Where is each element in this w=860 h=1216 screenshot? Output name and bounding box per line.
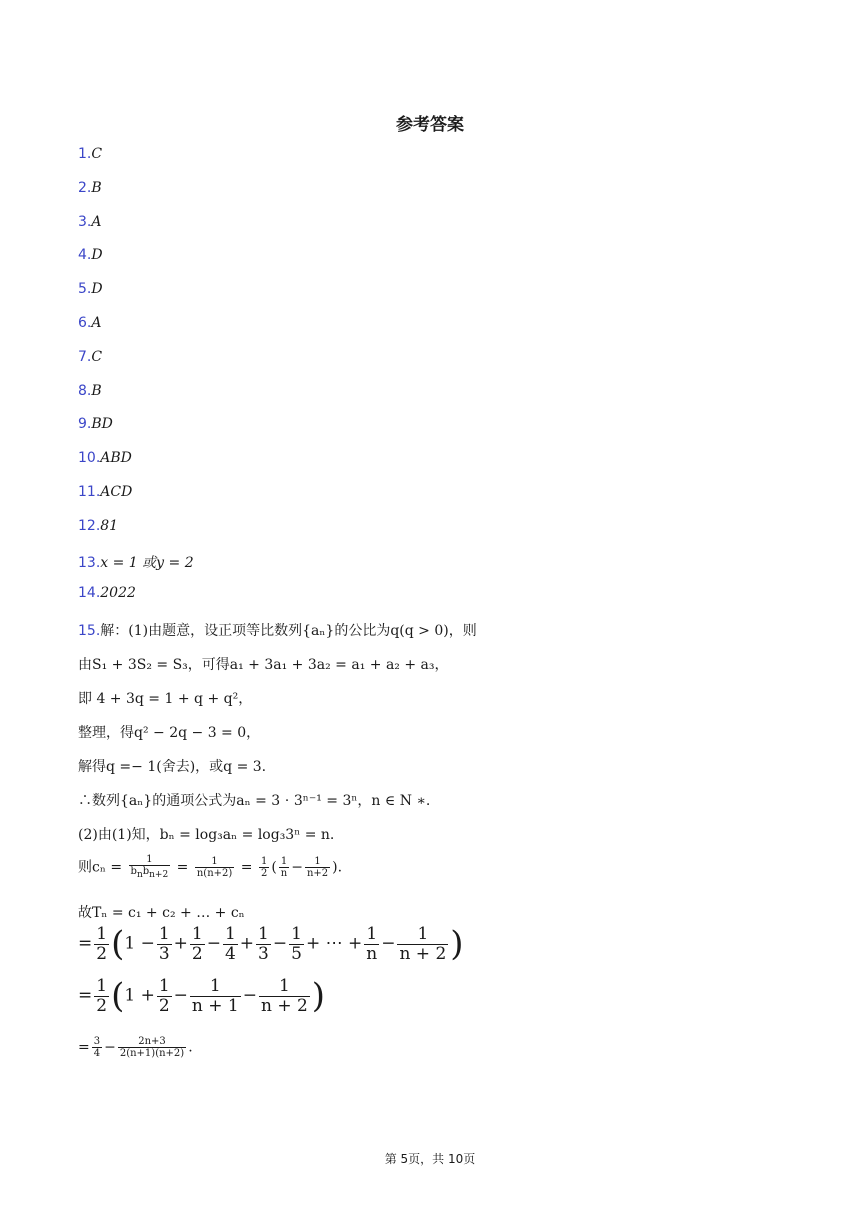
solution-line-3: 即 4 + 3q = 1 + q + q²， bbox=[78, 691, 253, 707]
page-title: 参考答案 bbox=[396, 115, 464, 135]
solution-line-4: 整理，得q² − 2q − 3 = 0， bbox=[78, 725, 261, 741]
answer-item bbox=[78, 552, 194, 572]
answer-item bbox=[78, 349, 102, 365]
answer-value: 81 bbox=[100, 517, 119, 534]
fraction: $\frac{1}{2}$ bbox=[260, 855, 268, 879]
answer-value: ACD bbox=[100, 484, 133, 500]
answer-item bbox=[78, 416, 113, 432]
answer-item bbox=[78, 383, 102, 399]
answer-item bbox=[78, 518, 118, 534]
answer-value: D bbox=[91, 281, 103, 298]
question-number: 6. bbox=[78, 315, 92, 331]
solution-line-7: (2)由(1)知，bₙ = log₃aₙ = log₃3ⁿ = n. bbox=[78, 827, 335, 843]
answer-value: ABD bbox=[100, 450, 132, 467]
answer-item bbox=[78, 450, 132, 466]
answer-item bbox=[78, 281, 103, 297]
fraction: $\frac{1}{b_nb_{n+2}}$ bbox=[130, 854, 169, 880]
answer-value: C bbox=[91, 146, 103, 162]
question-number: 10. bbox=[78, 450, 101, 467]
answer-item bbox=[78, 180, 102, 196]
solution-line-2: 由S₁ + 3S₂ = S₃，可得a₁ + 3a₁ + 3a₂ = a₁ + a₂ + a₃， bbox=[78, 657, 449, 673]
fraction: $\frac{1}{n(n+2)}$ bbox=[196, 855, 233, 879]
page-footer: 第 5页，共 10页 bbox=[384, 1152, 476, 1166]
answer-value: A bbox=[91, 213, 102, 230]
solution-line-5: 解得q =− 1(舍去)，或q = 3. bbox=[78, 759, 267, 775]
answer-value: 2022 bbox=[100, 585, 136, 602]
answer-value: C bbox=[91, 348, 103, 365]
answer-value: B bbox=[91, 179, 102, 196]
solution-line-11: = $\frac{1}{2}$ (1 + $\frac{1}{2}$ − $\frac{1}{n + 1}$ − $\frac{1}{n + 2}$ ) bbox=[78, 975, 326, 1016]
question-number: 9. bbox=[78, 416, 92, 433]
question-number: 12. bbox=[78, 517, 101, 534]
answer-item bbox=[78, 585, 136, 601]
solution-line-1: 15.解：(1)由题意，设正项等比数列{aₙ}的公比为q(q > 0)，则 bbox=[78, 623, 477, 639]
answer-value: A bbox=[91, 315, 102, 331]
answer-value: B bbox=[91, 382, 102, 399]
solution-line-9: 故Tₙ = c₁ + c₂ + … + cₙ bbox=[78, 905, 245, 921]
answer-value: D bbox=[91, 247, 103, 264]
question-number: 5. bbox=[78, 281, 92, 298]
question-number: 15. bbox=[78, 623, 101, 639]
answer-item bbox=[78, 315, 101, 331]
question-number: 8. bbox=[78, 382, 92, 399]
solution-line-6: ∴数列{aₙ}的通项公式为aₙ = 3 ⋅ 3ⁿ⁻¹ = 3ⁿ，n ∈ N ∗. bbox=[78, 793, 431, 809]
question-number: 1. bbox=[78, 146, 92, 162]
answer-value: x = 1 或y = 2 bbox=[100, 554, 194, 571]
question-number: 11. bbox=[78, 484, 101, 500]
solution-line-10: = $\frac{1}{2}$ (1 − $\frac{1}{3}$ + $\frac{1}{2}$ − $\frac{1}{4}$ + $\frac{1}{3}$ − $\frac{1}{5}$ + ⋯ + $\frac{1}{n}$ − $\frac{1}{n + 2}$ ) bbox=[78, 923, 464, 964]
question-number: 13. bbox=[78, 554, 101, 571]
question-number: 2. bbox=[78, 179, 92, 196]
question-number: 4. bbox=[78, 247, 92, 264]
solution-line-8: 则cₙ = $\frac{1}{b_nb_{n+2}}$ = $\frac{1}{n(n+2)}$ = $\frac{1}{2}$ ( $\frac{1}{n}$ − $\frac{1}{n+2}$ ). bbox=[78, 854, 343, 880]
question-number: 7. bbox=[78, 348, 92, 365]
question-number: 3. bbox=[78, 213, 92, 230]
question-number: 14. bbox=[78, 585, 101, 602]
answer-item bbox=[78, 484, 132, 500]
answer-item bbox=[78, 247, 103, 263]
answer-value: BD bbox=[91, 416, 113, 433]
solution-line-12: = $\frac{3}{4}$ − $\frac{2n+3}{2(n+1)(n+2)}$ . bbox=[78, 1036, 193, 1059]
answer-item bbox=[78, 146, 102, 162]
answer-item bbox=[78, 214, 101, 230]
